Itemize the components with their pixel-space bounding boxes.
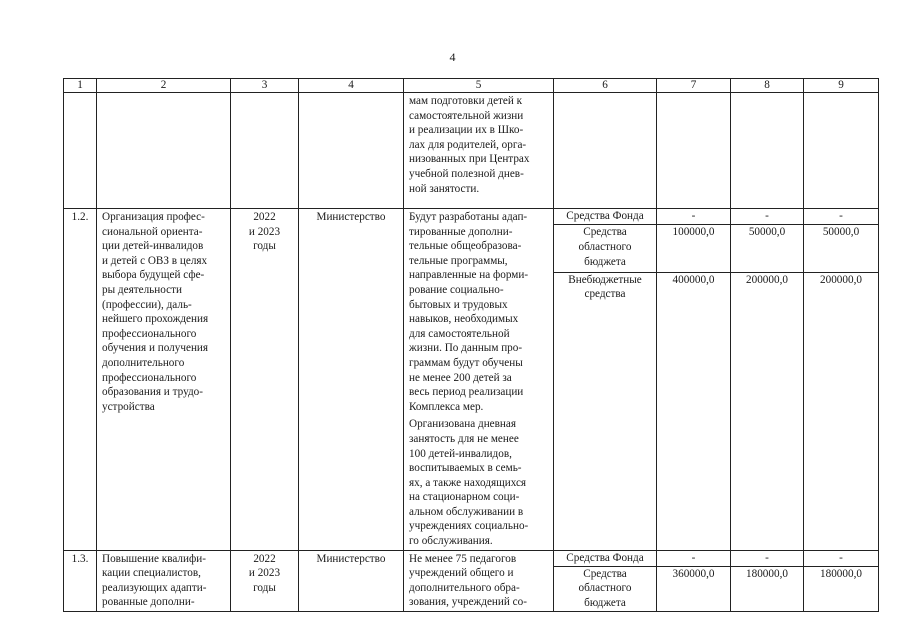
text-line: и 2023	[248, 225, 281, 238]
text-line: дополнительного	[102, 356, 185, 369]
text-line: бюджета	[584, 596, 626, 609]
header-col-7: 7	[657, 79, 731, 93]
text-line: бюджета	[584, 255, 626, 268]
text-line: альном обслуживании в	[409, 505, 524, 518]
text-line: 2022	[253, 211, 276, 223]
row-1-2-funding-fund	[64, 209, 879, 225]
text-line: ции детей-инвалидов	[102, 240, 204, 253]
measure-title	[97, 209, 231, 551]
funding-2022: 50000,0	[731, 225, 804, 272]
cont-col-4	[299, 93, 404, 209]
row-1-3-funding-fund	[64, 550, 879, 566]
text-line: средства	[584, 288, 626, 301]
funding-2023: 200000,0	[804, 272, 879, 550]
measures-table	[63, 78, 879, 612]
text-line: годы	[253, 581, 276, 594]
text-line: кации специалистов,	[102, 567, 201, 580]
cont-result	[404, 93, 554, 209]
text-line: на стационарном соци-	[409, 491, 520, 504]
funding-total: 400000,0	[657, 272, 731, 550]
text-line: тельные общеобразова-	[409, 240, 522, 253]
text-line: областного	[578, 582, 632, 595]
text-line: самостоятельной жизни	[409, 109, 524, 122]
funding-total: -	[657, 209, 731, 225]
expected-result	[404, 550, 554, 611]
executor: Министерство	[299, 550, 404, 611]
text-line: лах для родителей, орга-	[409, 138, 527, 151]
funding-2023: 180000,0	[804, 566, 879, 612]
header-col-2: 2	[97, 79, 231, 93]
funding-2022: -	[731, 209, 804, 225]
text-line: (профессии), даль-	[102, 298, 192, 311]
text-line: Средства	[583, 567, 627, 580]
text-line: Внебюджетные	[568, 273, 642, 286]
header-col-6: 6	[554, 79, 657, 93]
text-line: 100 детей-инвалидов,	[409, 447, 512, 460]
text-line: образования и трудо-	[102, 386, 203, 399]
text-line: профессионального	[102, 327, 197, 340]
text-line: обучения и получения	[102, 342, 209, 355]
header-col-3: 3	[231, 79, 299, 93]
text-line: 2022	[253, 552, 276, 565]
cont-col-1	[64, 93, 97, 209]
text-line: учреждений общего и	[409, 567, 514, 580]
text-line: направленные на форми-	[409, 269, 529, 282]
text-line: и 2023	[248, 567, 281, 580]
cont-col-3	[231, 93, 299, 209]
funding-2023: 50000,0	[804, 225, 879, 272]
text-line: Повышение квалифи-	[102, 552, 206, 565]
text-line: рование социально-	[409, 283, 504, 296]
text-line: дополнительного обра-	[409, 581, 520, 594]
text-line: и детей с ОВЗ в целях	[102, 254, 208, 267]
text-line: сиональной ориента-	[102, 225, 203, 238]
funding-2022: -	[731, 550, 804, 566]
text-line: Будут разработаны адап-	[409, 211, 528, 223]
text-line: выбора будущей сфе-	[102, 269, 205, 282]
text-line: нейшего прохождения	[102, 313, 209, 326]
funding-source: Средства Фонда	[554, 550, 657, 566]
text-line: занятость для не менее	[409, 432, 519, 445]
header-col-1: 1	[64, 79, 97, 93]
text-line: ной занятости.	[409, 182, 480, 195]
text-line: воспитываемых в семь-	[409, 462, 522, 475]
text-line: го обслуживания.	[409, 535, 493, 548]
text-line: Средства	[583, 226, 627, 239]
text-line: областного	[578, 241, 632, 254]
header-col-4: 4	[299, 79, 404, 93]
continuation-row	[64, 93, 879, 209]
cont-col-9	[804, 93, 879, 209]
text-line: мам подготовки детей к	[409, 95, 523, 107]
text-line: тированные дополни-	[409, 225, 513, 238]
text-line: жизни. По данным про-	[409, 342, 523, 355]
funding-source: Средства Фонда	[554, 209, 657, 225]
header-col-8: 8	[731, 79, 804, 93]
executor: Министерство	[299, 209, 404, 551]
funding-total: 360000,0	[657, 566, 731, 612]
text-line: и реализации их в Шко-	[409, 124, 524, 137]
text-line: зования, учреждений со-	[409, 596, 527, 609]
row-number: 1.2.	[64, 209, 97, 551]
text-line: учебной полезной днев-	[409, 167, 524, 180]
funding-total: 100000,0	[657, 225, 731, 272]
funding-total: -	[657, 550, 731, 566]
text-line: ры деятельности	[102, 283, 182, 296]
funding-2022: 180000,0	[731, 566, 804, 612]
cont-col-2	[97, 93, 231, 209]
text-line: устройства	[102, 400, 155, 413]
row-number: 1.3.	[64, 550, 97, 611]
text-line: низованных при Центрах	[409, 153, 530, 166]
text-line: Организация профес-	[102, 211, 205, 223]
header-col-9: 9	[804, 79, 879, 93]
text-line: Комплекса мер.	[409, 400, 484, 413]
funding-source	[554, 566, 657, 612]
measure-title	[97, 550, 231, 611]
cont-col-7	[657, 93, 731, 209]
text-line: годы	[253, 240, 276, 253]
header-row	[64, 79, 879, 93]
cont-col-6	[554, 93, 657, 209]
funding-2023: -	[804, 550, 879, 566]
cont-col-8	[731, 93, 804, 209]
text-line: Организована дневная	[409, 418, 517, 431]
text-line: граммам будут обучены	[409, 356, 523, 369]
text-line: ях, а также находящихся	[409, 476, 527, 489]
text-line: учреждениях социально-	[409, 520, 529, 533]
text-line: не менее 200 детей за	[409, 371, 512, 384]
text-line: Не менее 75 педагогов	[409, 552, 517, 565]
text-line: рованные дополни-	[102, 596, 195, 609]
text-line: реализующих адапти-	[102, 581, 207, 594]
text-line: для самостоятельной	[409, 327, 510, 340]
header-col-5: 5	[404, 79, 554, 93]
funding-source	[554, 272, 657, 550]
text-line: тельные программы,	[409, 254, 508, 267]
period	[231, 550, 299, 611]
period	[231, 209, 299, 551]
funding-2022: 200000,0	[731, 272, 804, 550]
page-number: 4	[449, 50, 456, 64]
text-line: весь период реализации	[409, 386, 524, 399]
text-line: навыков, необходимых	[409, 313, 519, 326]
text-line: профессионального	[102, 371, 197, 384]
funding-2023: -	[804, 209, 879, 225]
text-line: бытовых и трудовых	[409, 298, 508, 311]
funding-source	[554, 225, 657, 272]
expected-result	[404, 209, 554, 551]
